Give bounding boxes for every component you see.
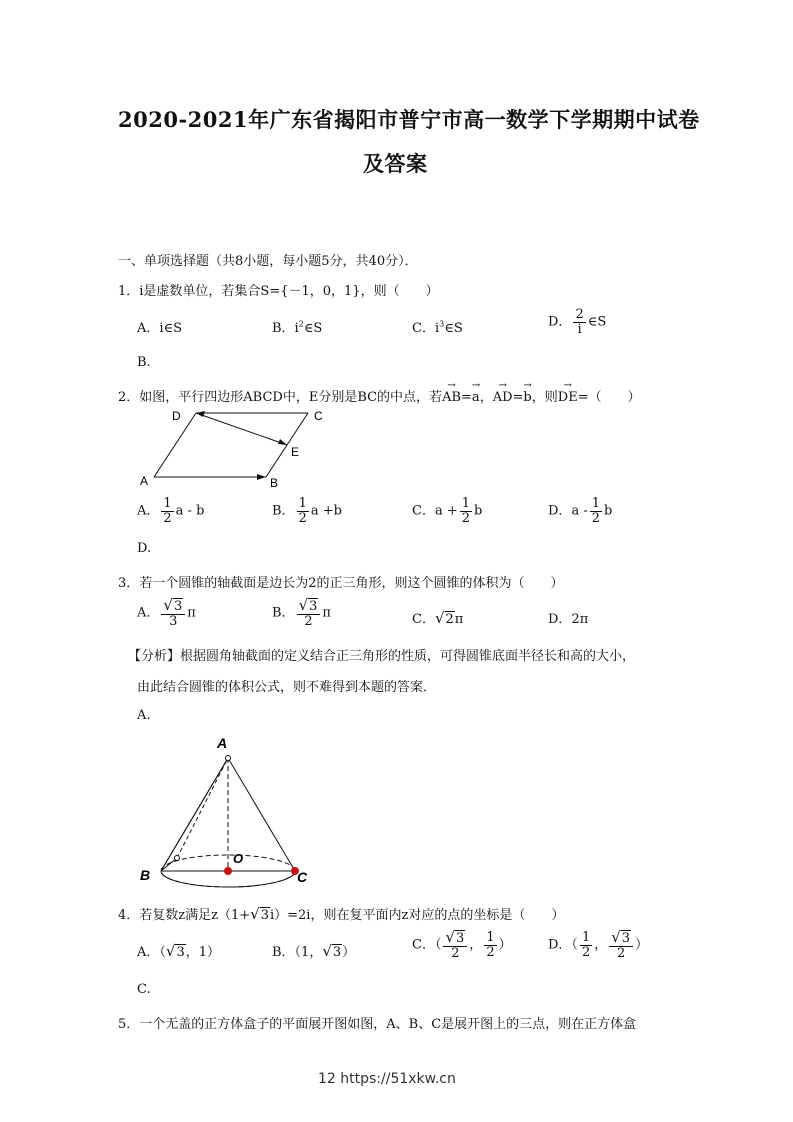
q4-stem: 4．若复数z满足z（1+√3i）=2i，则在复平面内z对应的点的坐标是（ ） [118, 905, 565, 923]
q2-stem: 2．如图，平行四边形ABCD中，E分别是BC的中点，若→ AB=→ a，→ AD=→ b，则→ DE=（ ） [118, 386, 641, 405]
label-B: B [270, 476, 279, 490]
q4-option-c: C．（ $\frac{√3}{2}$ ， $\frac{1}{2}$ ） [412, 928, 512, 961]
q1-answer: B. [137, 355, 151, 370]
q3-option-a: A． $\frac{√3}{3}$ π [137, 596, 196, 629]
q3-answer: A. [137, 708, 151, 723]
q2-answer: D. [137, 541, 152, 556]
label-C: C [314, 409, 323, 423]
label-B: B [140, 867, 151, 883]
q3-analysis-line1: 【分析】根据圆角轴截面的定义结合正三角形的性质，可得圆锥底面半径长和高的大小， [128, 649, 636, 664]
q2-option-c: C．a + $\frac{1}{2}$ b [412, 496, 483, 526]
q3-option-c: C．√2π [412, 609, 464, 627]
q4-answer: C. [137, 982, 151, 997]
q1-option-a: A．i∈S [137, 321, 183, 336]
q2-option-d: D．a - $\frac{1}{2}$ b [548, 496, 613, 526]
page-footer: 12 https://51xkw.cn [318, 1071, 456, 1087]
document-title-line1: 2020-2021年广东省揭阳市普宁市高一数学下学期期中试卷 [118, 107, 700, 132]
q1-option-b: B．$i^2\in S$ [272, 319, 323, 336]
label-O: O [233, 851, 244, 866]
parallelogram-figure [130, 405, 330, 490]
q1-option-d: D． $\frac{2}{i}$ ∈S [548, 307, 607, 337]
q4-option-b: B．（1，√3） [272, 942, 356, 960]
cone-figure [135, 730, 325, 890]
q3-option-d: D．2π [548, 612, 589, 627]
q3-analysis-line2: 由此结合圆锥的体积公式，则不难得到本题的答案． [137, 680, 437, 695]
q1-option-c: C．$i^3\in S$ [412, 319, 463, 336]
q3-stem: 3．若一个圆锥的轴截面是边长为2的正三角形，则这个圆锥的体积为（ ） [118, 576, 564, 591]
q4-option-a: A．（√3，1） [137, 942, 221, 960]
label-D: D [172, 409, 181, 423]
label-A: A [217, 735, 228, 751]
document-title-line2: 及答案 [363, 151, 428, 176]
q5-stem: 5．一个无盖的正方体盒子的平面展开图如图，A、B、C是展开图上的三点，则在正方体盒 [118, 1017, 637, 1032]
q2-option-b: B． $\frac{1}{2}$ a +b [272, 496, 342, 526]
label-E: E [291, 445, 300, 459]
label-A: A [140, 474, 149, 488]
q2-option-a: A． $\frac{1}{2}$ a - b [137, 496, 205, 526]
q4-option-d: D．（ $\frac{1}{2}$ ， $\frac{√3}{2}$ ） [548, 928, 649, 961]
q3-option-b: B． $\frac{√3}{2}$ π [272, 596, 331, 629]
section-heading: 一、单项选择题（共8小题，每小题5分，共40分）． [118, 254, 418, 269]
label-C: C [297, 869, 308, 885]
q1-stem: 1．i是虚数单位，若集合S={－1，0，1}，则（ ） [118, 284, 439, 299]
